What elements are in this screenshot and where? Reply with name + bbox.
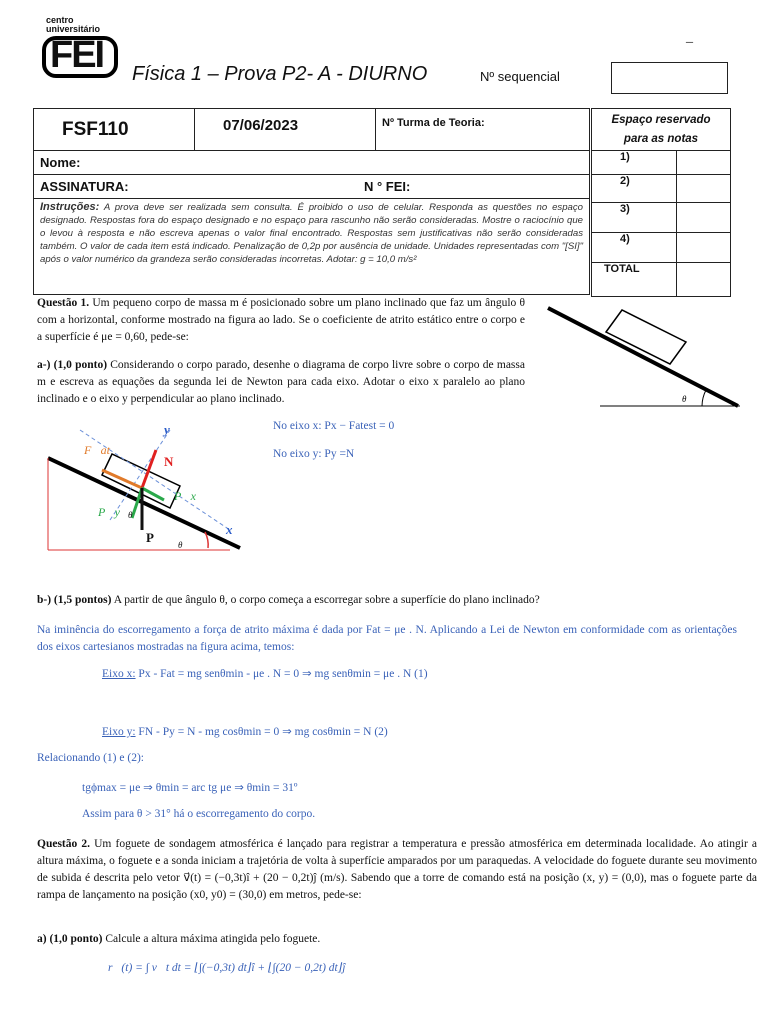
eixo-x-label: Eixo x: <box>102 668 136 680</box>
grade-cell-4[interactable] <box>677 233 731 263</box>
course-code: FSF110 <box>34 109 195 151</box>
grade-label-3: 3) <box>592 203 677 233</box>
fbd-x-label: x <box>226 522 233 537</box>
eixo-y-eq <box>102 724 388 738</box>
q2-label: Questão 2. <box>37 838 90 850</box>
q1a-text <box>37 357 525 408</box>
fbd-theta-base: θ <box>178 540 183 550</box>
q1b-statement: A partir de que ângulo θ, o corpo começa a escorregar sobre a superfície do plano inclinado? <box>113 594 540 606</box>
relation-text: Relacionando (1) e (2): <box>37 752 144 764</box>
grade-cell-1[interactable] <box>677 151 731 175</box>
q1a-label: a-) (1,0 ponto) <box>37 359 108 371</box>
eq-x: No eixo x: Px − Fatest = 0 <box>273 420 395 432</box>
eixo-x-text: Px - Fat = mg senθmin - μe . N = 0 ⇒ mg senθmin = μe . N (1) <box>135 668 428 680</box>
block <box>606 310 686 364</box>
q2a-statement: Calcule a altura máxima atingida pelo foguete. <box>105 933 321 945</box>
inclined-plane-figure <box>540 298 745 416</box>
q2-integral-eq: r⃗(t) = ∫ v⃗t dt = ⌊∫(−0,3t) dt⌋î + ⌊∫(20 − 0,2t) dt⌋ĵ <box>108 962 346 974</box>
fbd-px-label: P⃗x <box>174 489 196 503</box>
nfei-field: N ° FEI: <box>364 179 411 194</box>
fei-logo <box>42 16 122 82</box>
q1-label: Questão 1. <box>37 297 90 309</box>
grade-cell-2[interactable] <box>677 175 731 203</box>
grade-table <box>591 108 731 297</box>
q2a-label: a) (1,0 ponto) <box>37 933 103 945</box>
fbd-theta-inner: θ <box>128 510 133 520</box>
grade-label-total: TOTAL <box>592 263 677 297</box>
instructions-title: Instruções: <box>40 201 100 213</box>
fbd-n-label: N⃗ <box>164 454 184 469</box>
exam-title: Física 1 – Prova P2- A - DIURNO <box>132 63 428 85</box>
q1-statement: Um pequeno corpo de massa m é posicionado sobre um plano inclinado que faz um ângulo θ com a horizontal, conforme mostrado na figura ao lado. Se o coeficiente de atrito estático entre o corpo e a superfície é μe = 0,60, pede-se: <box>37 297 526 343</box>
grade-label-2: 2) <box>592 175 677 203</box>
eixo-y-label: Eixo y: <box>102 726 136 738</box>
grade-cell-total[interactable] <box>677 263 731 297</box>
free-body-diagram <box>40 420 250 560</box>
eq-y: No eixo y: Py =N <box>273 448 355 460</box>
logo-brand: FEI <box>50 34 104 76</box>
fbd-py-label: P⃗y <box>98 505 120 519</box>
seq-label: Nº sequencial <box>480 69 560 84</box>
q2-statement: Um foguete de sondagem atmosférica é lançado para registrar a temperatura e pressão atmosférica em determinada localidade. Ao atingir a altura máxima, o foguete e a sonda iniciam a trajetória de volta à superfície amparados por um paraquedas. A velocidade do foguete durante seu movimento de subida é descrita pelo vetor v⃗(t) = (−0,3t)î + (20 − 0,2t)ĵ (m/s). Sabendo que a torre de comando está na posição (x, y) = (0,0), mas o foguete parte da rampa de lançamento na posição (x0, y0) = (30,0) em metros, pede-se: <box>37 838 758 901</box>
fbd-fat-label: F⃗at <box>84 443 110 457</box>
grade-cell-3[interactable] <box>677 203 731 233</box>
q2a-text <box>37 931 320 948</box>
eixo-x-eq <box>102 666 428 680</box>
instructions-text: A prova deve ser realizada sem consulta. É proibido o uso de celular. Responda as questões no espaço designado. Respostas fora do espaço designado e no espaço para rascunho não serão consideradas. Mostre o raciocínio que o levou à resposta e não escreva apenas o valor final encontrado. Respostas sem justificativas não serão consideradas também. O valor de cada item está indicado. Penalização de 0,2p por ausência de unidade. Unidades representadas com "[SI]" após o valor numérico da grandeza serão consideradas incorretas. Adotar: g = 10,0 m/s² <box>40 202 584 265</box>
seq-input[interactable] <box>611 62 728 94</box>
tg-eq: tgϕmax = μe ⇒ θmin = arc tg μe ⇒ θmin = 31º <box>82 782 298 794</box>
angle-label: θ <box>682 394 687 404</box>
grade-label-1: 1) <box>592 151 677 175</box>
logo-top-text: centro universitário <box>46 15 101 34</box>
grade-label-4: 4) <box>592 233 677 263</box>
q1b-text <box>37 592 737 609</box>
fbd-p-label: P⃗ <box>146 530 165 545</box>
nome-field[interactable]: Nome: <box>34 151 590 175</box>
fbd-y-label: y <box>164 422 170 437</box>
exam-info-table <box>33 108 590 295</box>
corner-dash: _ <box>686 30 693 45</box>
grade-header: Espaço reservado para as notas <box>592 109 731 151</box>
q1-text <box>37 295 525 346</box>
turma-field[interactable]: Nº Turma de Teoria: <box>376 109 590 151</box>
eixo-y-text: FN - Py = N - mg cosθmin = 0 ⇒ mg cosθmin = N (2) <box>135 726 388 738</box>
q2-text <box>37 836 757 904</box>
assinatura-row[interactable] <box>34 175 590 199</box>
assinatura-field: ASSINATURA: <box>40 179 129 194</box>
exam-date: 07/06/2023 <box>195 109 376 151</box>
instructions <box>34 199 590 295</box>
q1b-label: b-) (1,5 pontos) <box>37 594 112 606</box>
conclusion-text: Assim para θ > 31° há o escorregamento do corpo. <box>82 808 316 820</box>
q1b-answer-intro: Na iminência do escorregamento a força de atrito máxima é dada por Fat = μe . N. Aplicando a Lei de Newton em conformidade com as orientações dos eixos cartesianos mostradas na figura acima, temos: <box>37 624 737 653</box>
q1a-statement: Considerando o corpo parado, desenhe o diagrama de corpo livre sobre o corpo de massa m e escreva as equações da segunda lei de Newton para cada eixo. Adotar o eixo x paralelo ao plano inclinado e o eixo y perpendicular ao plano inclinado. <box>37 359 525 405</box>
angle-arc <box>702 390 706 406</box>
